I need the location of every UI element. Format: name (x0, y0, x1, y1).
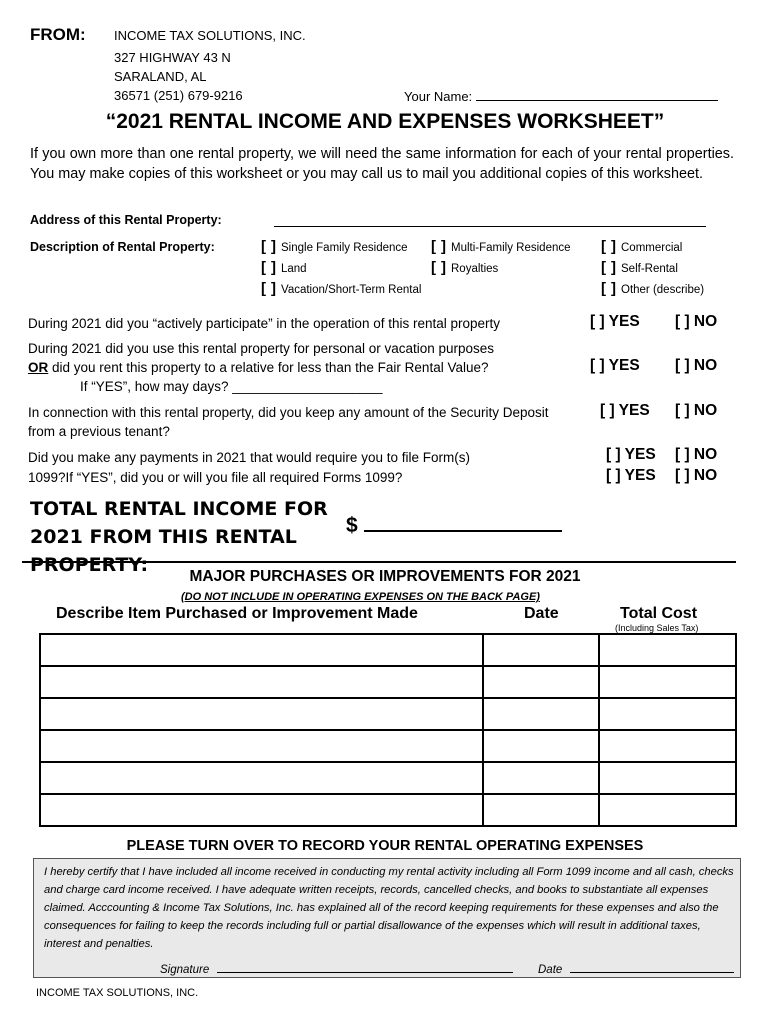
date-input[interactable] (570, 961, 734, 973)
q4b-no-checkbox[interactable]: [ ] NO (675, 467, 718, 484)
q1-yes-checkbox[interactable]: [ ] YES (590, 313, 640, 330)
your-name-field (404, 88, 718, 104)
or-emphasis: OR (28, 360, 49, 375)
checkbox-bracket-open: [ (431, 238, 436, 255)
cell-item[interactable] (40, 730, 483, 762)
turn-over-notice: PLEASE TURN OVER TO RECORD YOUR RENTAL OPERATING EXPENSES (126, 838, 644, 854)
zip-phone: 36571 (251) 679-9216 (114, 88, 243, 103)
option-vacation[interactable] (261, 280, 421, 297)
checkbox-bracket-close: ] (441, 238, 446, 255)
table-row (40, 794, 736, 826)
cell-date[interactable] (483, 794, 599, 826)
checkbox-bracket-open: [ (261, 238, 266, 255)
total-rental-income-label: TOTAL RENTAL INCOME FOR 2021 FROM THIS RENTAL PROPERTY: (30, 498, 328, 576)
option-multi-family[interactable] (431, 238, 571, 255)
option-label: Commercial (621, 242, 683, 254)
option-label: Land (281, 263, 307, 275)
q2-no-checkbox[interactable]: [ ] NO (675, 357, 718, 374)
checkbox-bracket-close: ] (441, 259, 446, 276)
purchases-subtitle: (DO NOT INCLUDE IN OPERATING EXPENSES ON THE BACK PAGE) (181, 591, 540, 603)
table-row (40, 730, 736, 762)
table-row (40, 666, 736, 698)
section-divider (22, 561, 736, 563)
option-label: Other (describe) (621, 284, 705, 296)
option-label: Single Family Residence (281, 242, 408, 254)
table-row (40, 634, 736, 666)
checkbox-bracket-open: [ (261, 280, 266, 297)
option-label: Vacation/Short-Term Rental (281, 284, 422, 296)
column-total-cost-sub: (Including Sales Tax) (615, 623, 699, 633)
checkbox-bracket-close: ] (271, 259, 276, 276)
question-1099-line2: 1099?If “YES”, did you or will you file all required Forms 1099? (28, 470, 403, 485)
question-days: If “YES”, how may days? ____________________ (80, 379, 383, 394)
date-label: Date (538, 964, 563, 976)
option-self-rental[interactable] (601, 259, 678, 276)
cell-item[interactable] (40, 634, 483, 666)
question-personal-use-line1: During 2021 did you use this rental property for personal or vacation purposes (28, 341, 495, 356)
option-royalties[interactable] (431, 259, 498, 276)
address-label: Address of this Rental Property: (30, 213, 222, 227)
signature-field (160, 961, 513, 976)
option-label: Self-Rental (621, 263, 678, 275)
checkbox-bracket-close: ] (271, 238, 276, 255)
option-land[interactable] (261, 259, 307, 276)
q1-no-checkbox[interactable]: [ ] NO (675, 313, 718, 330)
dollar-sign: $ (346, 514, 358, 537)
address-input[interactable] (274, 215, 706, 227)
total-rental-income-field (346, 512, 562, 538)
column-date: Date (524, 605, 559, 622)
cell-item[interactable] (40, 762, 483, 794)
column-total-cost: Total Cost (620, 605, 698, 622)
q2-yes-checkbox[interactable]: [ ] YES (590, 357, 640, 374)
description-label: Description of Rental Property: (30, 240, 215, 254)
checkbox-bracket-open: [ (601, 280, 606, 297)
total-rental-income-input[interactable] (364, 512, 562, 532)
option-label: Multi-Family Residence (451, 242, 571, 254)
cell-cost[interactable] (599, 794, 736, 826)
checkbox-bracket-close: ] (611, 280, 616, 297)
q3-no-checkbox[interactable]: [ ] NO (675, 402, 718, 419)
checkbox-bracket-close: ] (611, 238, 616, 255)
checkbox-bracket-open: [ (601, 238, 606, 255)
q4b-yes-checkbox[interactable]: [ ] YES (606, 467, 656, 484)
question-security-deposit: In connection with this rental property, did you keep any amount of the Security Deposit from a previous tenant? (28, 405, 549, 439)
street-address: 327 HIGHWAY 43 N (114, 50, 231, 65)
checkbox-bracket-close: ] (271, 280, 276, 297)
question-active-participation: During 2021 did you “actively participate” in the operation of this rental property (28, 316, 501, 331)
checkbox-bracket-open: [ (261, 259, 266, 276)
company-name: INCOME TAX SOLUTIONS, INC. (114, 28, 306, 43)
signature-input[interactable] (217, 961, 513, 973)
option-other[interactable] (601, 280, 704, 297)
cell-date[interactable] (483, 762, 599, 794)
cell-cost[interactable] (599, 762, 736, 794)
checkbox-bracket-close: ] (611, 259, 616, 276)
cell-cost[interactable] (599, 634, 736, 666)
certification-box (33, 858, 741, 978)
table-row (40, 698, 736, 730)
cell-item[interactable] (40, 666, 483, 698)
question-personal-use-line2 (28, 358, 488, 377)
cell-item[interactable] (40, 794, 483, 826)
date-field (538, 961, 734, 976)
table-row (40, 762, 736, 794)
cell-date[interactable] (483, 666, 599, 698)
option-label: Royalties (451, 263, 499, 275)
cell-date[interactable] (483, 634, 599, 666)
purchases-title: MAJOR PURCHASES OR IMPROVEMENTS FOR 2021 (189, 568, 581, 585)
option-single-family[interactable] (261, 238, 408, 255)
your-name-label: Your Name: (404, 89, 473, 104)
purchases-table (39, 633, 737, 827)
cell-cost[interactable] (599, 666, 736, 698)
column-item: Describe Item Purchased or Improvement Made (56, 605, 418, 622)
cell-date[interactable] (483, 730, 599, 762)
checkbox-bracket-open: [ (601, 259, 606, 276)
your-name-input[interactable] (476, 88, 718, 101)
checkbox-bracket-open: [ (431, 259, 436, 276)
cell-cost[interactable] (599, 730, 736, 762)
worksheet-title: “2021 RENTAL INCOME AND EXPENSES WORKSHEET” (105, 110, 665, 133)
city-state: SARALAND, AL (114, 69, 207, 84)
question-text: did you rent this property to a relative for less than the Fair Rental Value? (48, 360, 489, 375)
footer-company: INCOME TAX SOLUTIONS, INC. (36, 987, 199, 999)
from-label: FROM: (30, 25, 86, 44)
q4a-yes-checkbox[interactable]: [ ] YES (606, 446, 656, 463)
cell-cost[interactable] (599, 698, 736, 730)
cell-date[interactable] (483, 698, 599, 730)
q4a-no-checkbox[interactable]: [ ] NO (675, 446, 718, 463)
signature-label: Signature (160, 964, 210, 976)
intro-paragraph: If you own more than one rental property, we will need the same information for each of your rental properties. You may make copies of this worksheet or you may call us to mail you additional copies of this worksheet. (30, 146, 734, 182)
q3-yes-checkbox[interactable]: [ ] YES (600, 402, 650, 419)
certification-text: I hereby certify that I have included all income received in conducting my rental activity including all Form 1099 income and all cash, checks and charge card income received. I have adequate written receipts, records, cancelled checks, and books to substantiate all expenses claimed. Acccounting & Income Tax Solutions, Inc. has explained all of the record keeping requirements for these expenses and also the consequences for failing to keep the records including full or partial disallowance of the expenses which will result in additional taxes, interest and penalties. (44, 866, 734, 950)
option-commercial[interactable] (601, 238, 682, 255)
question-1099-line1: Did you make any payments in 2021 that would require you to file Form(s) (28, 450, 470, 465)
cell-item[interactable] (40, 698, 483, 730)
